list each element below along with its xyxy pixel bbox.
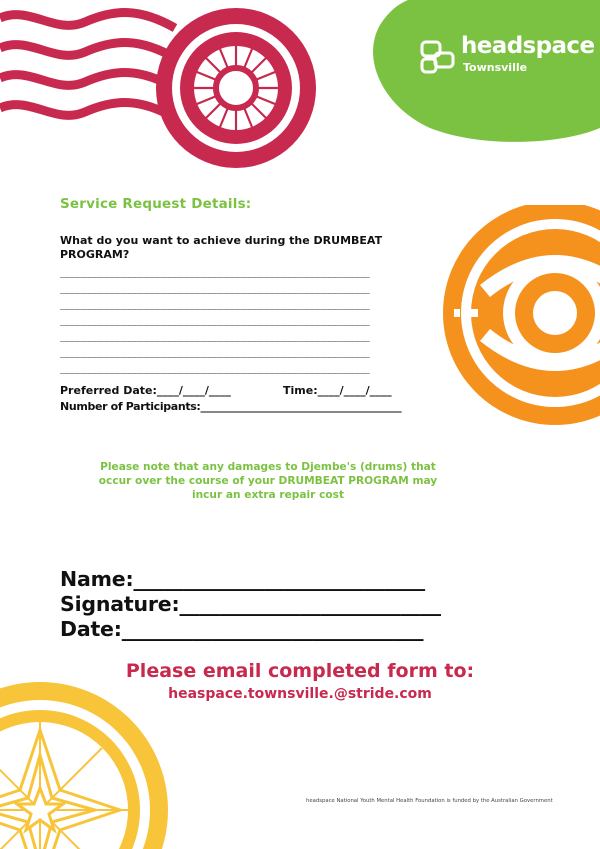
answer-lines[interactable]	[60, 264, 438, 376]
name-field[interactable]: Name:_____________________________	[60, 567, 425, 591]
section-title: Service Request Details:	[60, 196, 252, 212]
participants-field[interactable]: Number of Participants:_______________________________________	[60, 400, 402, 413]
answer-line[interactable]: ______________________________________________________	[60, 265, 370, 278]
answer-line[interactable]: ______________________________________________________	[60, 345, 370, 358]
email-link[interactable]: heaspace.townsville.@stride.com	[168, 686, 432, 702]
answer-line[interactable]: ______________________________________________________	[60, 361, 370, 374]
time-field[interactable]: Time:____/____/____	[283, 384, 392, 397]
notice-line: occur over the course of your DRUMBEAT PROGRAM may	[98, 475, 438, 487]
answer-line[interactable]: ______________________________________________________	[60, 281, 370, 294]
yellow-star-circle-motif	[0, 680, 200, 849]
answer-line[interactable]: ______________________________________________________	[60, 329, 370, 342]
funding-footer: headspace National Youth Mental Health Foundation is funded by the Australian Government	[306, 798, 553, 804]
notice-line: incur an extra repair cost	[191, 489, 345, 501]
brand-location: Townsville	[463, 61, 528, 74]
red-wave-sun-motif	[0, 0, 330, 170]
notice-line: Please note that any damages to Djembe's (drums) that	[100, 461, 436, 473]
date-field[interactable]: Date:______________________________	[60, 617, 424, 641]
signature-field[interactable]: Signature:__________________________	[60, 592, 441, 616]
email-instruction: Please email completed form to:	[125, 660, 475, 682]
orange-circle-motif	[440, 205, 600, 425]
headspace-logo-icon	[419, 39, 457, 79]
preferred-date-field[interactable]: Preferred Date:____/____/____	[60, 384, 231, 397]
answer-line[interactable]: ______________________________________________________	[60, 297, 370, 310]
damage-notice	[58, 460, 478, 502]
answer-line[interactable]: ______________________________________________________	[60, 313, 370, 326]
brand-name: headspace	[461, 33, 595, 59]
question-label: What do you want to achieve during the DRUMBEAT PROGRAM?	[60, 234, 383, 261]
